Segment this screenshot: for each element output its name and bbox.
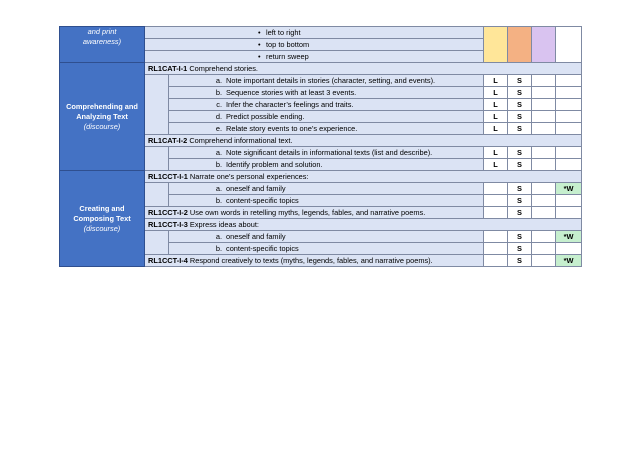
mark-cell: S xyxy=(508,195,532,207)
mark-cell: *W xyxy=(556,255,582,267)
competency-heading: RL1CCT-I-2 Use own words in retelling myths, legends, fables, and narrative poems. xyxy=(145,207,484,219)
mark-cell xyxy=(532,231,556,243)
mark-cell: S xyxy=(508,255,532,267)
bullet-row xyxy=(60,27,582,39)
indent-cell xyxy=(145,183,169,207)
mark-cell: S xyxy=(508,123,532,135)
mark-cell: L xyxy=(484,111,508,123)
mark-cell: S xyxy=(508,183,532,195)
mark-cell xyxy=(484,207,508,219)
mark-cell xyxy=(532,99,556,111)
competency-heading: RL1CCT-I-1 Narrate one’s personal experiences: xyxy=(145,171,582,183)
sub-item: a. oneself and family xyxy=(169,183,484,195)
mark-cell: S xyxy=(508,99,532,111)
competency-table xyxy=(59,26,582,267)
mark-cell xyxy=(556,243,582,255)
mark-cell xyxy=(532,243,556,255)
indent-cell xyxy=(145,75,169,135)
indent-cell xyxy=(145,231,169,255)
mark-cell xyxy=(556,195,582,207)
indent-cell xyxy=(145,147,169,171)
mark-cell xyxy=(556,159,582,171)
mark-cell xyxy=(532,255,556,267)
mark-cell xyxy=(556,87,582,99)
mark-cell xyxy=(556,111,582,123)
mark-cell: S xyxy=(508,75,532,87)
mark-cell xyxy=(532,183,556,195)
competency-heading: RL1CCT-I-4 Respond creatively to texts (myths, legends, fables, and narrative poems). xyxy=(145,255,484,267)
competency-row xyxy=(60,63,582,75)
mark-cell: S xyxy=(508,87,532,99)
competency-heading: RL1CAT-I-2 Comprehend informational text. xyxy=(145,135,582,147)
mark-cell: L xyxy=(484,159,508,171)
mark-cell xyxy=(484,255,508,267)
sub-item: c. Infer the character’s feelings and traits. xyxy=(169,99,484,111)
bullet-item: • return sweep xyxy=(145,51,484,63)
sub-item: e. Relate story events to one’s experience. xyxy=(169,123,484,135)
mark-cell xyxy=(508,27,532,63)
mark-cell xyxy=(484,243,508,255)
bullet-item: • top to bottom xyxy=(145,39,484,51)
sub-item: a. oneself and family xyxy=(169,231,484,243)
mark-cell xyxy=(556,147,582,159)
sub-item: a. Note important details in stories (character, setting, and events). xyxy=(169,75,484,87)
mark-cell: L xyxy=(484,75,508,87)
mark-cell: S xyxy=(508,159,532,171)
mark-cell xyxy=(556,27,582,63)
mark-cell: L xyxy=(484,99,508,111)
mark-cell: L xyxy=(484,147,508,159)
mark-cell xyxy=(556,99,582,111)
mark-cell: S xyxy=(508,231,532,243)
mark-cell: S xyxy=(508,243,532,255)
domain-comprehending: Comprehending and Analyzing Text (discourse) xyxy=(60,63,145,171)
mark-cell xyxy=(532,195,556,207)
competency-heading: RL1CAT-I-1 Comprehend stories. xyxy=(145,63,582,75)
mark-cell xyxy=(532,159,556,171)
mark-cell xyxy=(532,75,556,87)
mark-cell xyxy=(532,207,556,219)
mark-cell xyxy=(484,195,508,207)
mark-cell xyxy=(532,27,556,63)
mark-cell: L xyxy=(484,87,508,99)
mark-cell xyxy=(556,75,582,87)
mark-cell xyxy=(532,111,556,123)
mark-cell xyxy=(556,207,582,219)
mark-cell xyxy=(532,147,556,159)
mark-cell: S xyxy=(508,111,532,123)
mark-cell: S xyxy=(508,147,532,159)
mark-cell: L xyxy=(484,123,508,135)
mark-cell xyxy=(532,87,556,99)
mark-cell xyxy=(556,123,582,135)
mark-cell: S xyxy=(508,207,532,219)
sub-item: b. content-specific topics xyxy=(169,243,484,255)
mark-cell: *W xyxy=(556,231,582,243)
sub-item: a. Note significant details in informational texts (list and describe). xyxy=(169,147,484,159)
domain-creating: Creating and Composing Text (discourse) xyxy=(60,171,145,267)
sub-item: b. Sequence stories with at least 3 events. xyxy=(169,87,484,99)
mark-cell xyxy=(532,123,556,135)
mark-cell xyxy=(484,231,508,243)
mark-cell xyxy=(484,27,508,63)
bullet-item: • left to right xyxy=(145,27,484,39)
mark-cell: *W xyxy=(556,183,582,195)
competency-heading: RL1CCT-I-3 Express ideas about: xyxy=(145,219,582,231)
domain-print-awareness: and print awareness) xyxy=(60,27,145,63)
mark-cell xyxy=(484,183,508,195)
sub-item: b. Identify problem and solution. xyxy=(169,159,484,171)
sub-item: d. Predict possible ending. xyxy=(169,111,484,123)
competency-row xyxy=(60,171,582,183)
sub-item: b. content-specific topics xyxy=(169,195,484,207)
